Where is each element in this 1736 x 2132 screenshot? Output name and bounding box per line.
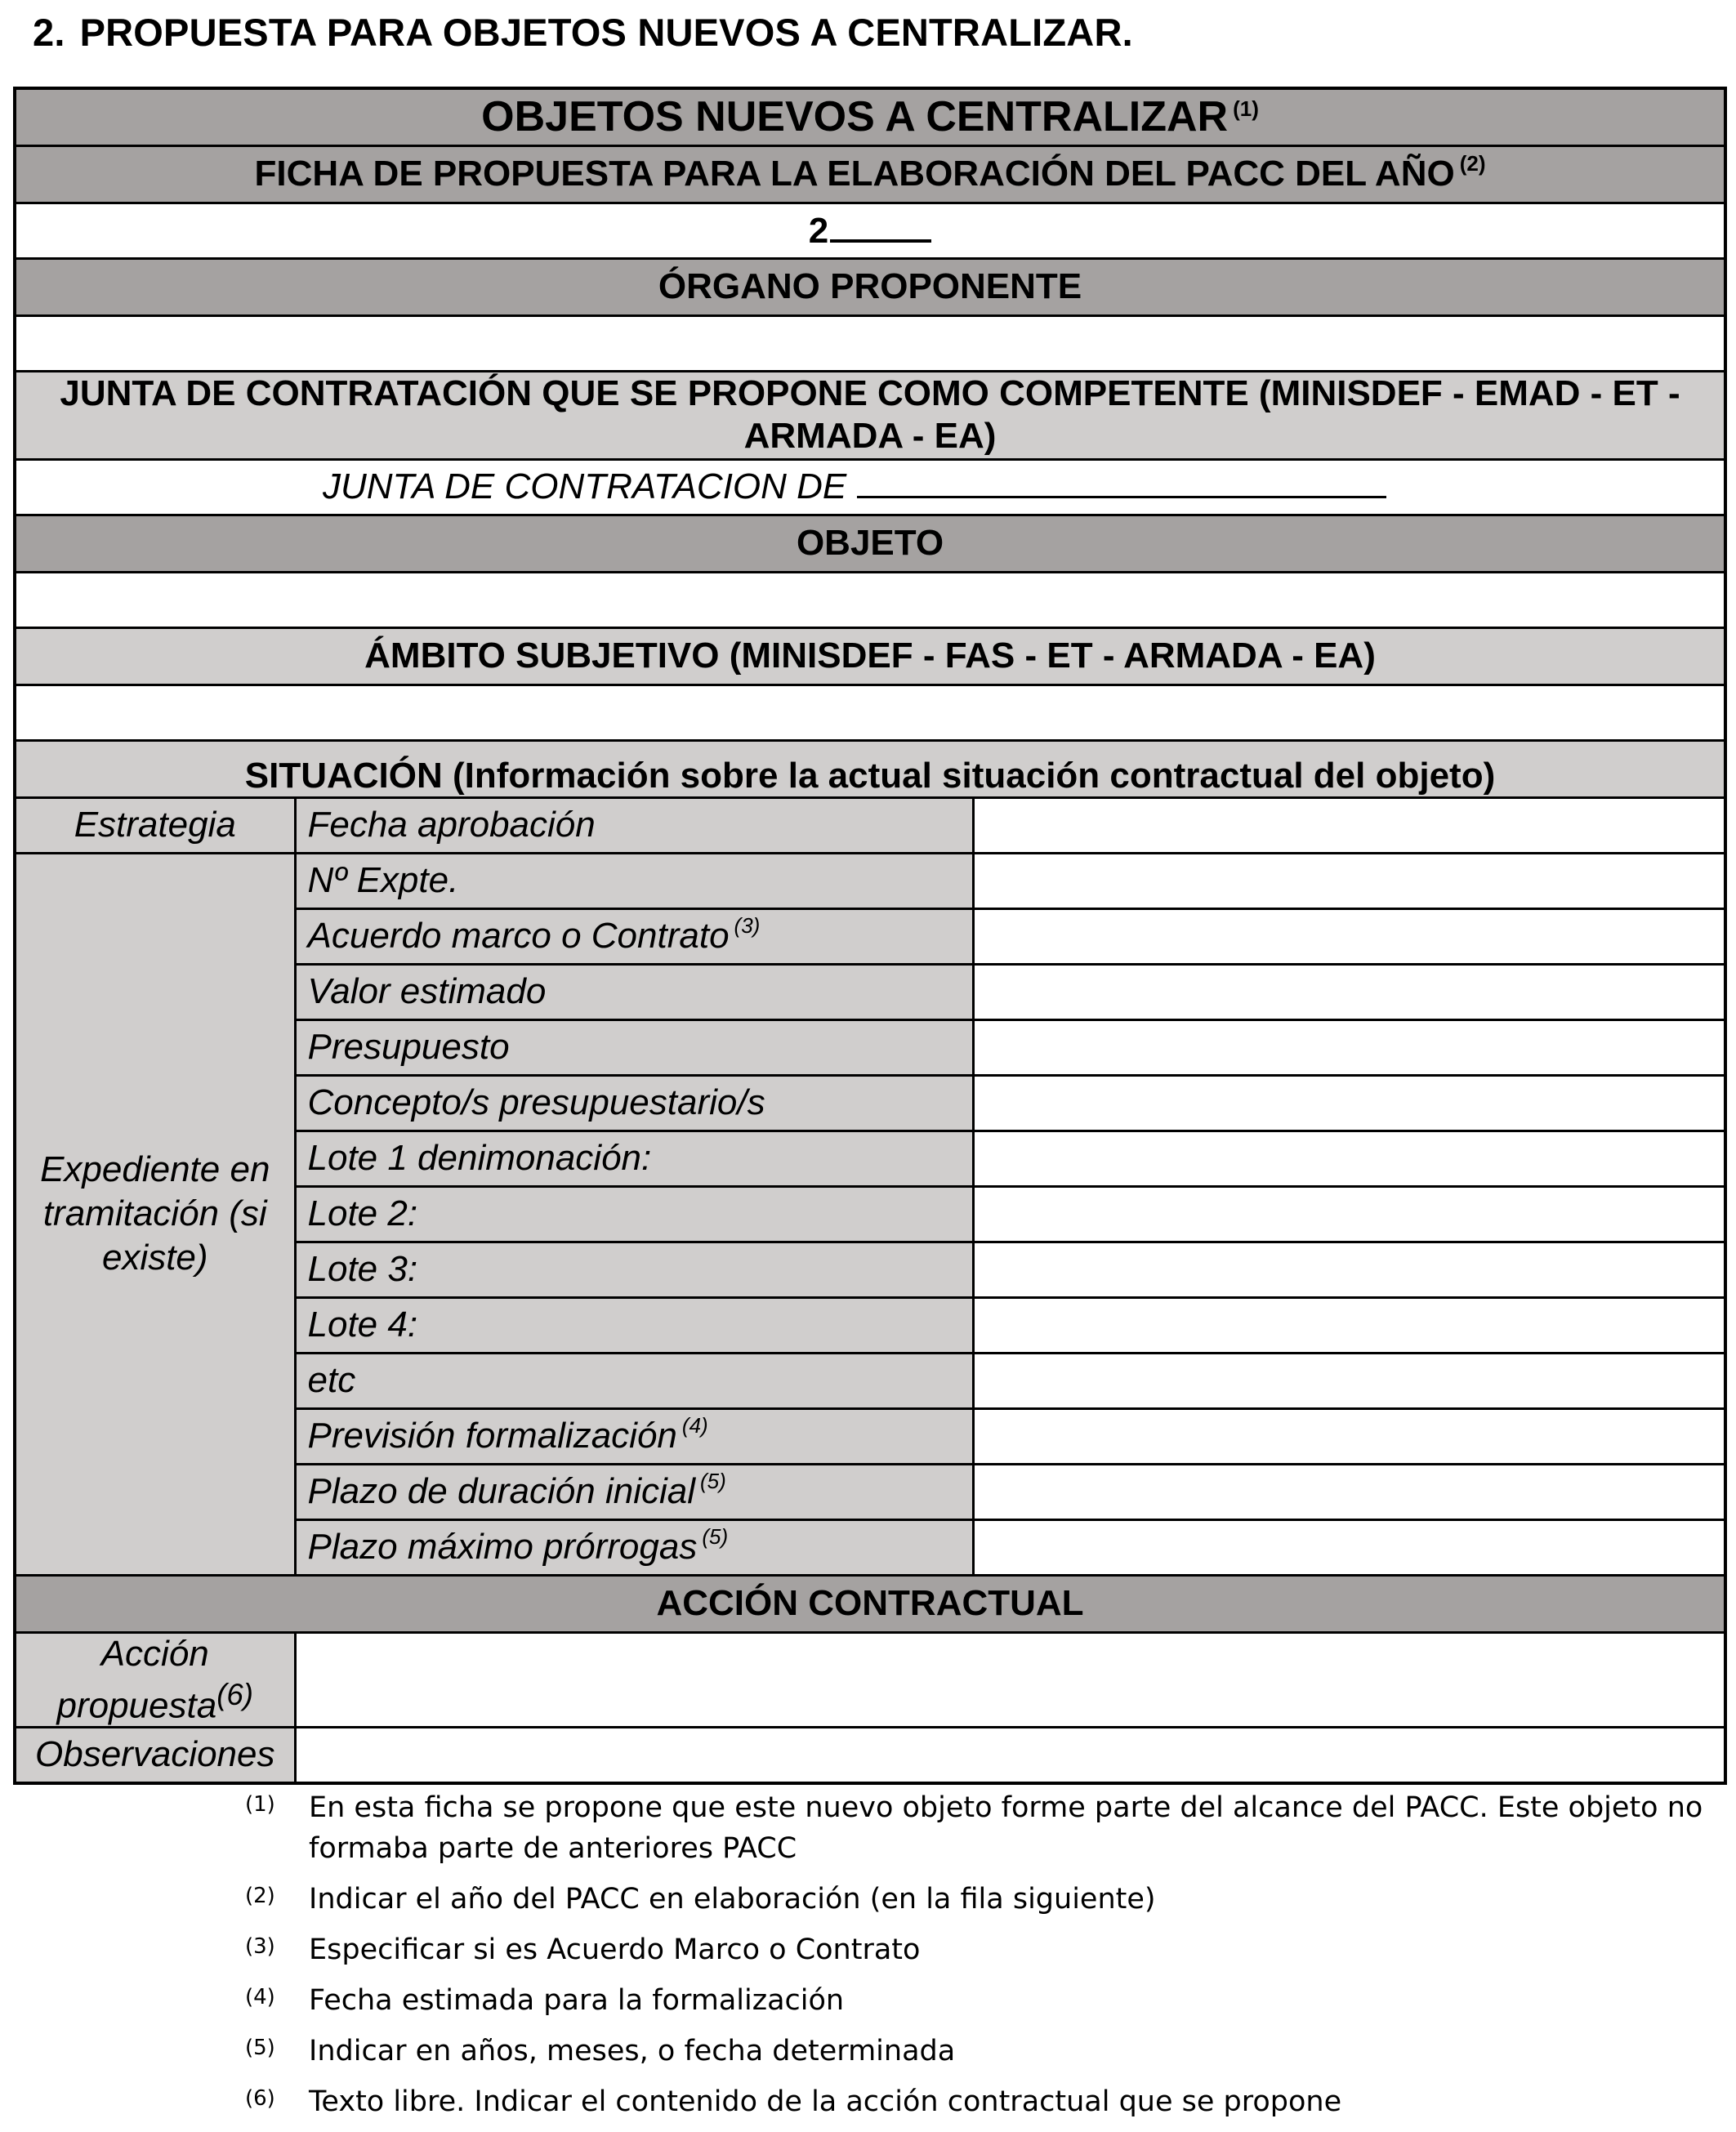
footnote-mark: (1) (245, 1792, 275, 1817)
footnote-text: Indicar en años, meses, o fecha determinada (309, 2035, 956, 2067)
expediente-row-label: Lote 2: (295, 1186, 973, 1242)
objeto-input[interactable] (15, 572, 1725, 627)
expediente-row-label: Lote 1 denimonación: (295, 1131, 973, 1186)
junta-input[interactable] (15, 459, 1725, 515)
footnote (245, 1929, 1716, 1970)
form-title: OBJETOS NUEVOS A CENTRALIZAR $^{(1)}$ (15, 88, 1725, 145)
situacion-header: SITUACIÓN (Información sobre la actual situación contractual del objeto) (15, 740, 1725, 797)
year-field[interactable] (15, 203, 1725, 258)
footnote-text: En esta ficha se propone que este nuevo objeto forme parte del alcance del PACC. Este objeto no formaba parte de anteriores PACC (309, 1791, 1703, 1865)
footnote (245, 1980, 1716, 2021)
organo-header: ÓRGANO PROPONENTE (15, 258, 1725, 315)
accion-propuesta-label: Acción propuesta$^{(6)}$ (15, 1632, 295, 1728)
junta-input-row (15, 459, 1725, 515)
expediente-row (15, 853, 1725, 908)
expediente-row-label: Lote 4: (295, 1297, 973, 1353)
estrategia-row (15, 797, 1725, 853)
junta-header-row (15, 371, 1725, 459)
year-prefix: 2 (808, 210, 829, 251)
footnote-mark: (4) (245, 1985, 275, 2009)
observaciones-input[interactable] (295, 1728, 1725, 1783)
accion-propuesta-input[interactable] (295, 1632, 1725, 1728)
expediente-label: Expediente en tramitación (si existe) (15, 853, 295, 1575)
footnote (245, 2081, 1716, 2122)
junta-line-label: JUNTA DE CONTRATACION DE (323, 466, 847, 506)
expediente-row-label: Plazo de duración inicial $^{(5)}$ (295, 1464, 973, 1519)
observaciones-row (15, 1728, 1725, 1783)
organo-header-row (15, 258, 1725, 315)
section-title-text: PROPUESTA PARA OBJETOS NUEVOS A CENTRALIZAR. (79, 11, 1133, 54)
footnote-mark: (6) (245, 2086, 275, 2111)
objeto-input-row (15, 572, 1725, 627)
ambito-input-row (15, 685, 1725, 740)
expediente-row-label: etc (295, 1353, 973, 1408)
objeto-header: OBJETO (15, 515, 1725, 572)
expediente-row-input[interactable] (973, 908, 1725, 964)
year-blank[interactable] (830, 210, 931, 243)
fecha-aprobacion-input[interactable] (973, 797, 1725, 853)
accion-header-row (15, 1575, 1725, 1632)
expediente-row-input[interactable] (973, 1131, 1725, 1186)
form-subtitle-row (15, 145, 1725, 203)
form-title-row (15, 88, 1725, 145)
expediente-row-label: Nº Expte. (295, 853, 973, 908)
observaciones-label: Observaciones (15, 1728, 295, 1783)
footnote (245, 2031, 1716, 2072)
footnote-ref-6: (6) (216, 1677, 253, 1711)
expediente-row-input[interactable] (973, 1075, 1725, 1131)
footnote-ref-5: (5) (700, 1469, 726, 1493)
expediente-row-input[interactable] (973, 1408, 1725, 1464)
footnote (245, 1879, 1716, 1920)
objeto-header-row (15, 515, 1725, 572)
footnote-text: Indicar el año del PACC en elaboración (en la fila siguiente) (309, 1883, 1156, 1916)
expediente-row-input[interactable] (973, 1019, 1725, 1075)
footnote-ref-5: (5) (702, 1524, 729, 1549)
expediente-row-label: Plazo máximo prórrogas $^{(5)}$ (295, 1519, 973, 1575)
footnote-mark: (2) (245, 1884, 275, 1908)
footnote-text: Texto libre. Indicar el contenido de la acción contractual que se propone (309, 2085, 1342, 2118)
footnote-ref-3: (3) (734, 913, 761, 938)
situacion-header-row (15, 740, 1725, 797)
expediente-row-label: Acuerdo marco o Contrato $^{(3)}$ (295, 908, 973, 964)
estrategia-label: Estrategia (15, 797, 295, 853)
organo-input-row (15, 315, 1725, 371)
accion-header: ACCIÓN CONTRACTUAL (15, 1575, 1725, 1632)
footnote-mark: (5) (245, 2036, 275, 2060)
expediente-row-input[interactable] (973, 853, 1725, 908)
footnote-ref-1: (1) (1233, 96, 1259, 122)
expediente-row-label: Previsión formalización $^{(4)}$ (295, 1408, 973, 1464)
footnote-text: Fecha estimada para la formalización (309, 1984, 845, 2017)
expediente-row-label: Valor estimado (295, 964, 973, 1019)
footnotes (245, 1787, 1716, 2132)
form-subtitle: FICHA DE PROPUESTA PARA LA ELABORACIÓN DEL PACC DEL AÑO $^{(2)}$ (15, 145, 1725, 203)
organo-input[interactable] (15, 315, 1725, 371)
expediente-row-input[interactable] (973, 1297, 1725, 1353)
footnote-text: Especificar si es Acuerdo Marco o Contrato (309, 1934, 921, 1966)
junta-blank[interactable] (857, 466, 1386, 498)
section-number: 2. (33, 11, 65, 54)
expediente-row-label: Lote 3: (295, 1242, 973, 1297)
footnote-ref-2: (2) (1459, 151, 1486, 176)
expediente-row-label: Presupuesto (295, 1019, 973, 1075)
expediente-row-input[interactable] (973, 964, 1725, 1019)
proposal-form-table (13, 87, 1727, 1785)
expediente-row-label: Concepto/s presupuestario/s (295, 1075, 973, 1131)
footnote-mark: (3) (245, 1934, 275, 1959)
footnote-ref-4: (4) (681, 1413, 708, 1438)
junta-header: JUNTA DE CONTRATACIÓN QUE SE PROPONE COMO COMPETENTE (MINISDEF - EMAD - ET - ARMADA - EA) (15, 371, 1725, 459)
expediente-row-input[interactable] (973, 1464, 1725, 1519)
year-row (15, 203, 1725, 258)
ambito-header-row (15, 627, 1725, 685)
footnote (245, 1787, 1716, 1869)
expediente-row-input[interactable] (973, 1519, 1725, 1575)
ambito-input[interactable] (15, 685, 1725, 740)
accion-row (15, 1632, 1725, 1728)
expediente-row-input[interactable] (973, 1353, 1725, 1408)
fecha-aprobacion-label: Fecha aprobación (295, 797, 973, 853)
expediente-row-input[interactable] (973, 1242, 1725, 1297)
expediente-row-input[interactable] (973, 1186, 1725, 1242)
section-title (33, 10, 1133, 55)
ambito-header: ÁMBITO SUBJETIVO (MINISDEF - FAS - ET - ARMADA - EA) (15, 627, 1725, 685)
